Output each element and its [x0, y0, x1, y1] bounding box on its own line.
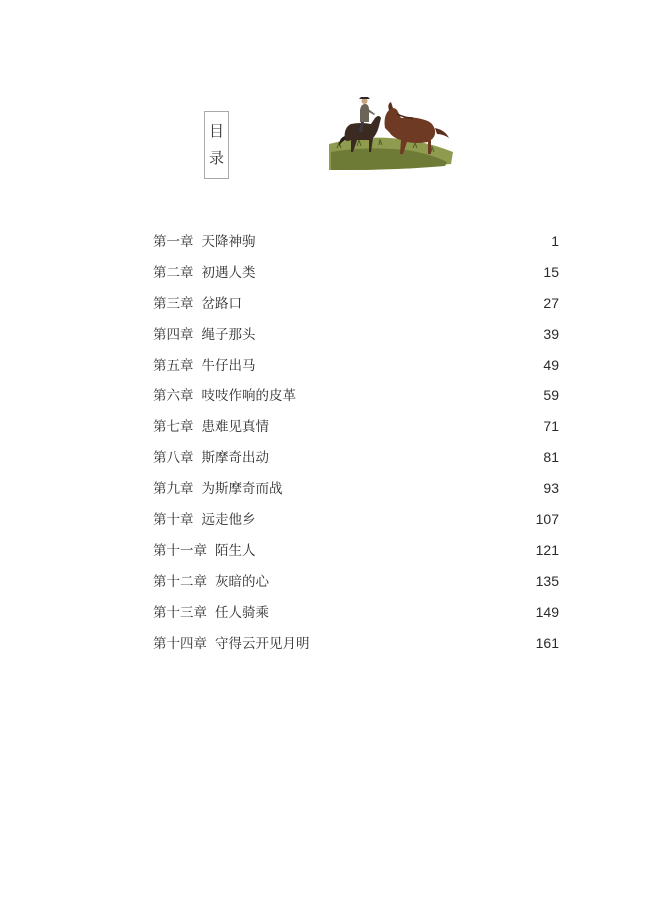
chapter-number: 第十三章: [153, 604, 207, 621]
chapter-title: 绳子那头: [201, 326, 256, 343]
toc-entry[interactable]: [153, 473, 559, 504]
page-number: 149: [535, 603, 559, 620]
toc-entry-title: [153, 536, 256, 567]
table-of-contents: [153, 226, 559, 658]
heading-char-2: 录: [208, 149, 224, 167]
toc-entry-title: [153, 567, 269, 598]
chapter-title: 患难见真情: [201, 419, 269, 436]
chapter-number: 第四章: [153, 326, 194, 343]
toc-entry-title: [153, 258, 256, 289]
chapter-number: 第十四章: [153, 635, 207, 652]
toc-entry-title: [153, 289, 242, 320]
page-number: 49: [543, 356, 559, 373]
toc-entry-title: [153, 598, 269, 629]
toc-entry-title: [153, 629, 310, 660]
chapter-title: 斯摩奇出动: [201, 450, 269, 467]
toc-entry[interactable]: [153, 504, 559, 535]
chapter-number: 第七章: [153, 419, 194, 436]
toc-entry[interactable]: [153, 226, 559, 257]
chapter-number: 第一章: [153, 234, 194, 250]
page-number: 59: [543, 387, 559, 404]
toc-entry-title: [153, 474, 283, 505]
chapter-title: 天降神驹: [201, 234, 256, 250]
toc-entry[interactable]: [153, 380, 559, 411]
toc-entry[interactable]: [153, 411, 559, 442]
page-number: 93: [543, 480, 559, 497]
chapter-number: 第十二章: [153, 573, 207, 590]
page-number: 39: [543, 325, 559, 342]
toc-entry-title: [153, 381, 296, 412]
toc-entry-title: [153, 412, 269, 443]
chapter-number: 第十一章: [153, 542, 207, 559]
cowboy-horses-illustration: [327, 92, 455, 172]
toc-entry[interactable]: [153, 288, 559, 319]
chapter-title: 牛仔出马: [201, 357, 256, 374]
page-number: 121: [535, 541, 559, 558]
chapter-number: 第九章: [153, 481, 194, 498]
toc-entry[interactable]: [153, 566, 559, 597]
toc-entry-title: [153, 227, 256, 258]
chapter-title: 吱吱作响的皮革: [201, 388, 296, 405]
chapter-number: 第二章: [153, 264, 194, 281]
chapter-title: 岔路口: [201, 295, 242, 312]
toc-entry-title: [153, 320, 256, 351]
page-number: 15: [543, 263, 559, 280]
chapter-title: 灰暗的心: [215, 573, 269, 590]
toc-entry[interactable]: [153, 350, 559, 381]
toc-heading: [204, 111, 229, 179]
chapter-number: 第十章: [153, 512, 194, 529]
page-number: 71: [543, 418, 559, 435]
chapter-number: 第三章: [153, 295, 194, 312]
toc-entry[interactable]: [153, 535, 559, 566]
toc-entry-title: [153, 443, 269, 474]
toc-entry[interactable]: [153, 442, 559, 473]
chapter-number: 第八章: [153, 450, 194, 467]
toc-entry[interactable]: [153, 597, 559, 628]
chapter-title: 为斯摩奇而战: [201, 481, 283, 498]
chapter-title: 陌生人: [215, 542, 256, 559]
toc-entry[interactable]: [153, 628, 559, 659]
page-number: 107: [535, 511, 559, 528]
chapter-title: 守得云开见月明: [215, 635, 310, 652]
chapter-title: 任人骑乘: [215, 604, 269, 621]
toc-entry[interactable]: [153, 319, 559, 350]
chapter-title: 远走他乡: [201, 512, 256, 529]
chapter-title: 初遇人类: [201, 264, 256, 281]
chapter-number: 第六章: [153, 388, 194, 405]
toc-entry[interactable]: [153, 257, 559, 288]
toc-entry-title: [153, 505, 256, 536]
page-number: 27: [543, 294, 559, 311]
page-number: 81: [543, 449, 559, 466]
page-number: 1: [551, 233, 559, 249]
page-number: 161: [535, 634, 559, 651]
chapter-number: 第五章: [153, 357, 194, 374]
heading-char-1: 目: [208, 122, 224, 140]
page-number: 135: [535, 572, 559, 589]
toc-entry-title: [153, 351, 256, 382]
